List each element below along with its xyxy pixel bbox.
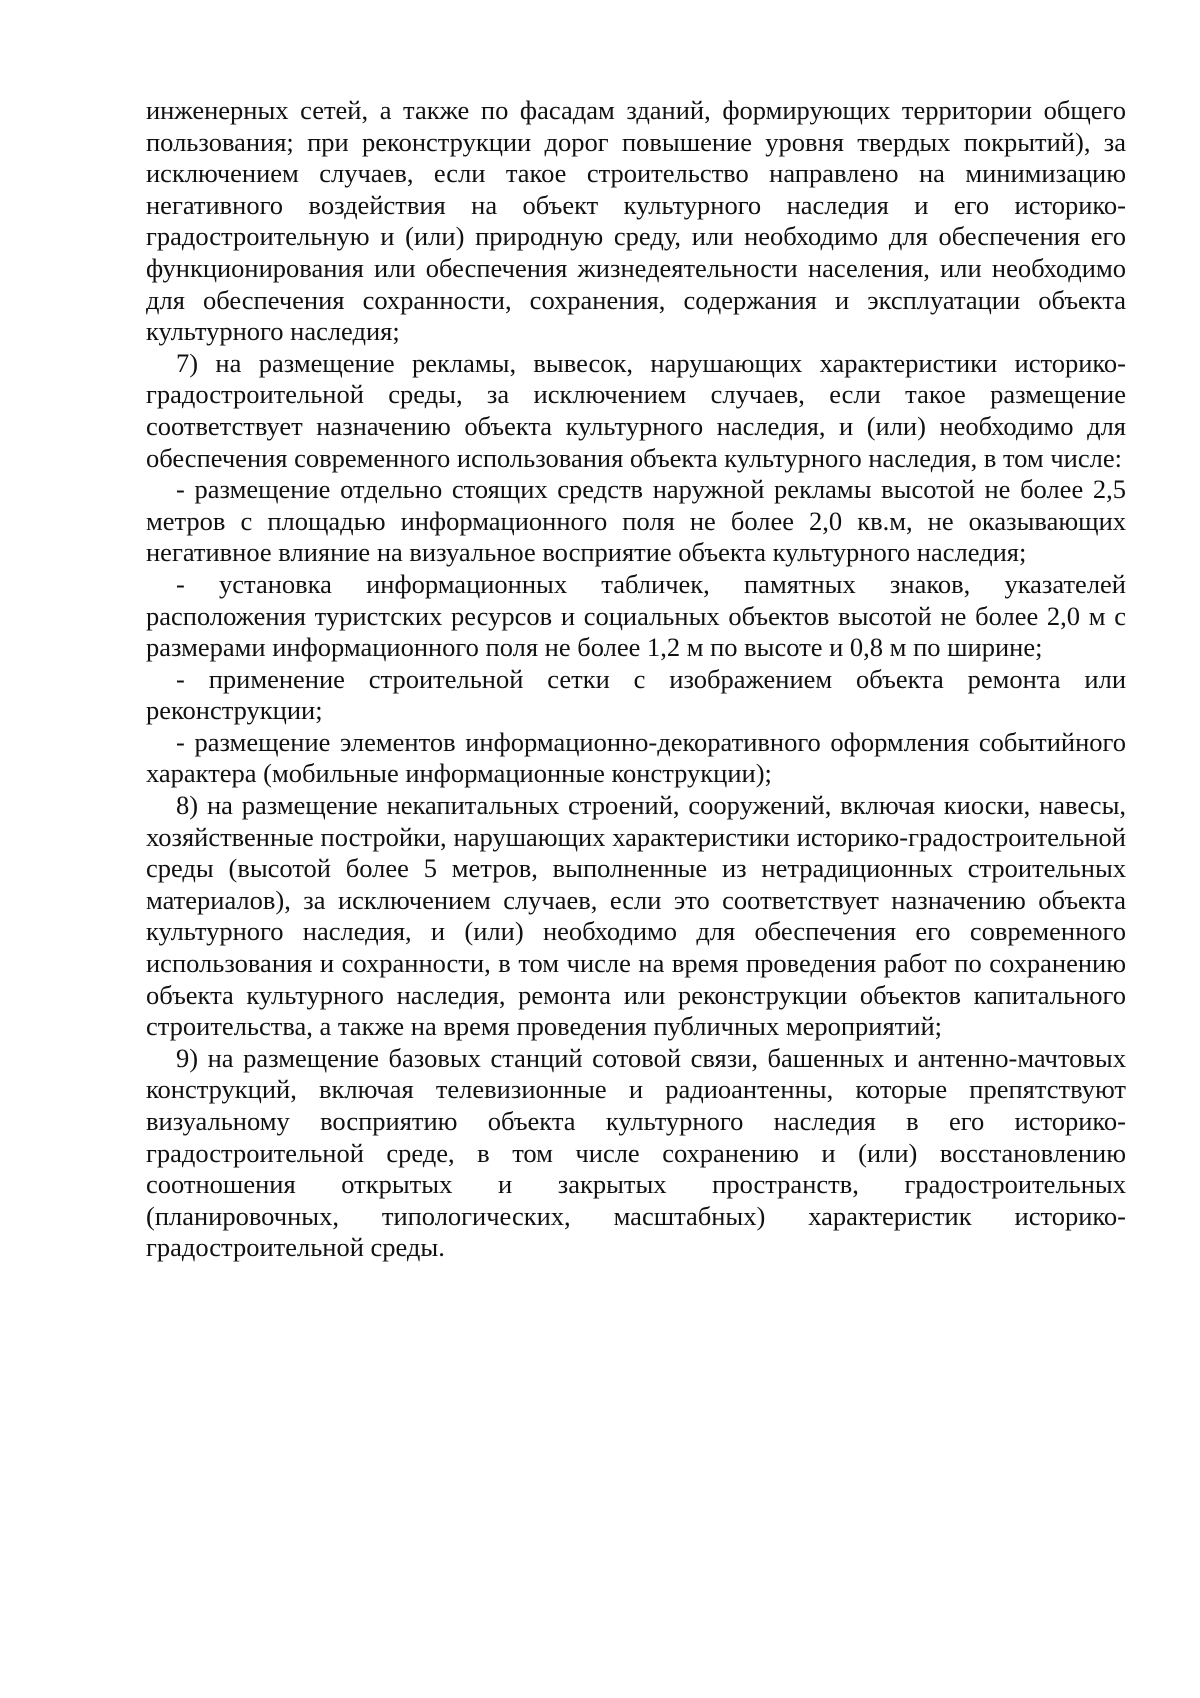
paragraph-bullet-decorative: - размещение элементов информационно-декоративного оформления событийного характера (мобильные информационные конструкции); bbox=[146, 726, 1126, 789]
paragraph-bullet-construction-mesh: - применение строительной сетки с изображением объекта ремонта или реконструкции; bbox=[146, 663, 1126, 726]
paragraph-item-8: 8) на размещение некапитальных строений, сооружений, включая киоски, навесы, хозяйственные постройки, нарушающих характеристики историко-градостроительной среды (высотой более 5 метров, выполненные из нетрадиционных строительных материалов), за исключением случаев, если это соответствует назначению объекта культурного наследия, и (или) необходимо для обеспечения его современного использования и сохранности, в том числе на время проведения работ по сохранению объекта культурного наследия, ремонта или реконструкции объектов капитального строительства, а также на время проведения публичных мероприятий; bbox=[146, 790, 1126, 1042]
paragraph-bullet-advertising: - размещение отдельно стоящих средств наружной рекламы высотой не более 2,5 метров с площадью информационного поля не более 2,0 кв.м, не оказывающих негативное влияние на визуальное восприятие объекта культурного наследия; bbox=[146, 474, 1126, 568]
paragraph-item-9: 9) на размещение базовых станций сотовой связи, башенных и антенно-мачтовых конструкций, включая телевизионные и радиоантенны, которые препятствуют визуальному восприятию объекта культурного наследия в его историко-градостроительной среде, в том числе сохранению и (или) восстановлению соотношения открытых и закрытых пространств, градостроительных (планировочных, типологических, масштабных) характеристик историко-градостроительной среды. bbox=[146, 1042, 1126, 1263]
document-body bbox=[146, 95, 1126, 1264]
paragraph-continuation: инженерных сетей, а также по фасадам зданий, формирующих территории общего пользования; при реконструкции дорог повышение уровня твердых покрытий), за исключением случаев, если такое строительство направлено на минимизацию негативного воздействия на объект культурного наследия и его историко-градостроительную и (или) природную среду, или необходимо для обеспечения его функционирования или обеспечения жизнедеятельности населения, или необходимо для обеспечения сохранности, сохранения, содержания и эксплуатации объекта культурного наследия; bbox=[146, 95, 1126, 347]
paragraph-bullet-signs: - установка информационных табличек, памятных знаков, указателей расположения туристских ресурсов и социальных объектов высотой не более 2,0 м с размерами информационного поля не более 1,2 м по высоте и 0,8 м по ширине; bbox=[146, 568, 1126, 663]
paragraph-item-7: 7) на размещение рекламы, вывесок, нарушающих характеристики историко-градостроительной среды, за исключением случаев, если такое размещение соответствует назначению объекта культурного наследия, и (или) необходимо для обеспечения современного использования объекта культурного наследия, в том числе: bbox=[146, 347, 1126, 473]
